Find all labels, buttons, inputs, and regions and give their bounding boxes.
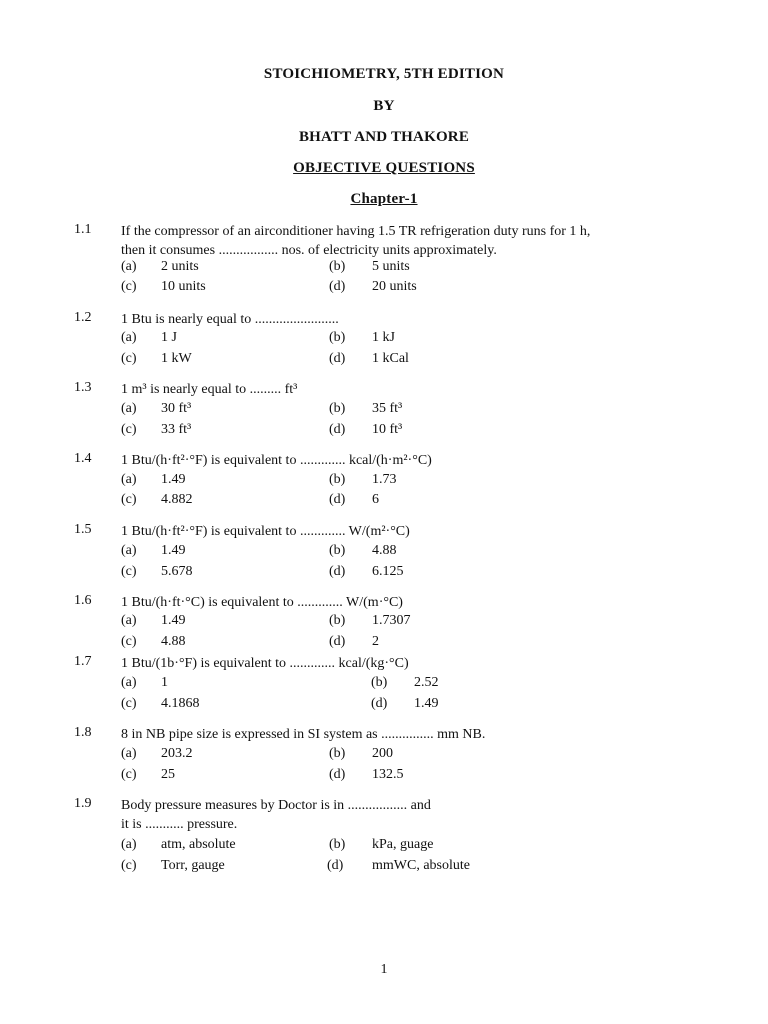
by-line: BY — [373, 98, 395, 114]
question-number: 1.2 — [74, 310, 92, 325]
option-c-text: 4.882 — [161, 492, 193, 507]
option-a-label: (a) — [121, 837, 137, 852]
option-b-label: (b) — [329, 259, 346, 274]
question-line: 1 Btu/(h·ft²·°F) is equivalent to ............. kcal/(h·m²·°C) — [121, 453, 432, 468]
option-a-label: (a) — [121, 330, 137, 345]
option-d-text: 20 units — [372, 279, 417, 294]
question-line: 1 Btu/(h·ft·°C) is equivalent to ............. W/(m·°C) — [121, 595, 403, 610]
option-b-text: 2.52 — [414, 675, 439, 690]
chapter-title: Chapter-1 — [350, 191, 418, 207]
option-c-label: (c) — [121, 767, 137, 782]
question-line: Body pressure measures by Doctor is in ................. and — [121, 798, 431, 813]
option-a-label: (a) — [121, 401, 137, 416]
question-text — [121, 310, 696, 329]
option-b-label: (b) — [329, 472, 346, 487]
option-c-label: (c) — [121, 858, 137, 873]
option-b-label: (b) — [329, 401, 346, 416]
option-b-label: (b) — [329, 746, 346, 761]
option-a-text: 30 ft³ — [161, 401, 192, 416]
question-text — [121, 522, 696, 541]
question-line: If the compressor of an airconditioner having 1.5 TR refrigeration duty runs for 1 h, — [121, 224, 591, 239]
option-c-text: 5.678 — [161, 564, 193, 579]
option-a-text: 1.49 — [161, 613, 186, 628]
option-d-label: (d) — [327, 858, 344, 873]
option-a-label: (a) — [121, 746, 137, 761]
question-number: 1.5 — [74, 522, 92, 537]
question-text — [121, 654, 696, 673]
option-d-text: mmWC, absolute — [372, 858, 470, 873]
option-b-text: 4.88 — [372, 543, 397, 558]
question-line: it is ........... pressure. — [121, 817, 238, 832]
option-a-text: 1 J — [161, 330, 177, 345]
option-a-text: 1.49 — [161, 472, 186, 487]
question-number: 1.1 — [74, 222, 92, 237]
option-c-label: (c) — [121, 564, 137, 579]
option-b-label: (b) — [371, 675, 388, 690]
option-a-text: 1 — [161, 675, 168, 690]
option-c-label: (c) — [121, 634, 137, 649]
option-a-label: (a) — [121, 472, 137, 487]
question-line: 1 Btu/(h·ft²·°F) is equivalent to ............. W/(m²·°C) — [121, 524, 410, 539]
option-d-label: (d) — [329, 634, 346, 649]
question-number: 1.6 — [74, 593, 92, 608]
question-number: 1.7 — [74, 654, 92, 669]
option-a-label: (a) — [121, 613, 137, 628]
option-c-text: 25 — [161, 767, 175, 782]
option-b-text: 1.73 — [372, 472, 397, 487]
option-c-text: 1 kW — [161, 351, 192, 366]
option-a-text: 2 units — [161, 259, 199, 274]
question-line: 8 in NB pipe size is expressed in SI system as ............... mm NB. — [121, 727, 486, 742]
option-a-label: (a) — [121, 675, 137, 690]
question-line: then it consumes ................. nos. of electricity units approximately. — [121, 243, 497, 258]
book-title: STOICHIOMETRY, 5TH EDITION — [263, 66, 505, 82]
option-d-label: (d) — [329, 351, 346, 366]
option-b-text: 1 kJ — [372, 330, 395, 345]
section-title: OBJECTIVE QUESTIONS — [293, 160, 475, 176]
option-c-text: Torr, gauge — [161, 858, 225, 873]
option-d-text: 2 — [372, 634, 379, 649]
option-d-text: 6 — [372, 492, 379, 507]
question-text — [121, 725, 696, 744]
option-d-label: (d) — [329, 492, 346, 507]
option-d-text: 1.49 — [414, 696, 439, 711]
option-b-text: 1.7307 — [372, 613, 411, 628]
option-b-label: (b) — [329, 613, 346, 628]
option-d-label: (d) — [329, 564, 346, 579]
question-line: 1 Btu is nearly equal to ........................ — [121, 312, 339, 327]
question-text — [121, 380, 696, 399]
question-number: 1.8 — [74, 725, 92, 740]
question-number: 1.4 — [74, 451, 92, 466]
option-c-text: 4.88 — [161, 634, 186, 649]
option-d-text: 6.125 — [372, 564, 404, 579]
question-text — [121, 451, 696, 470]
question-line: 1 m³ is nearly equal to ......... ft³ — [121, 382, 298, 397]
question-text — [121, 222, 696, 260]
option-c-text: 10 units — [161, 279, 206, 294]
option-a-text: 203.2 — [161, 746, 193, 761]
option-b-label: (b) — [329, 543, 346, 558]
option-d-label: (d) — [371, 696, 388, 711]
question-text — [121, 796, 696, 834]
option-d-label: (d) — [329, 767, 346, 782]
question-line: 1 Btu/(1b·°F) is equivalent to ............. kcal/(kg·°C) — [121, 656, 409, 671]
option-c-text: 4.1868 — [161, 696, 200, 711]
page-number: 1 — [380, 962, 388, 977]
question-number: 1.3 — [74, 380, 92, 395]
option-a-text: 1.49 — [161, 543, 186, 558]
question-text — [121, 593, 696, 612]
option-d-label: (d) — [329, 279, 346, 294]
option-d-text: 132.5 — [372, 767, 404, 782]
option-c-label: (c) — [121, 422, 137, 437]
option-b-text: 35 ft³ — [372, 401, 403, 416]
option-c-label: (c) — [121, 279, 137, 294]
option-c-label: (c) — [121, 492, 137, 507]
option-c-label: (c) — [121, 696, 137, 711]
option-d-text: 1 kCal — [372, 351, 409, 366]
option-b-text: 200 — [372, 746, 393, 761]
option-a-label: (a) — [121, 259, 137, 274]
option-a-label: (a) — [121, 543, 137, 558]
option-b-text: kPa, guage — [372, 837, 434, 852]
authors: BHATT AND THAKORE — [298, 129, 470, 145]
option-d-text: 10 ft³ — [372, 422, 403, 437]
option-b-text: 5 units — [372, 259, 410, 274]
option-c-text: 33 ft³ — [161, 422, 192, 437]
option-a-text: atm, absolute — [161, 837, 236, 852]
option-c-label: (c) — [121, 351, 137, 366]
option-b-label: (b) — [329, 837, 346, 852]
option-b-label: (b) — [329, 330, 346, 345]
option-d-label: (d) — [329, 422, 346, 437]
question-number: 1.9 — [74, 796, 92, 811]
